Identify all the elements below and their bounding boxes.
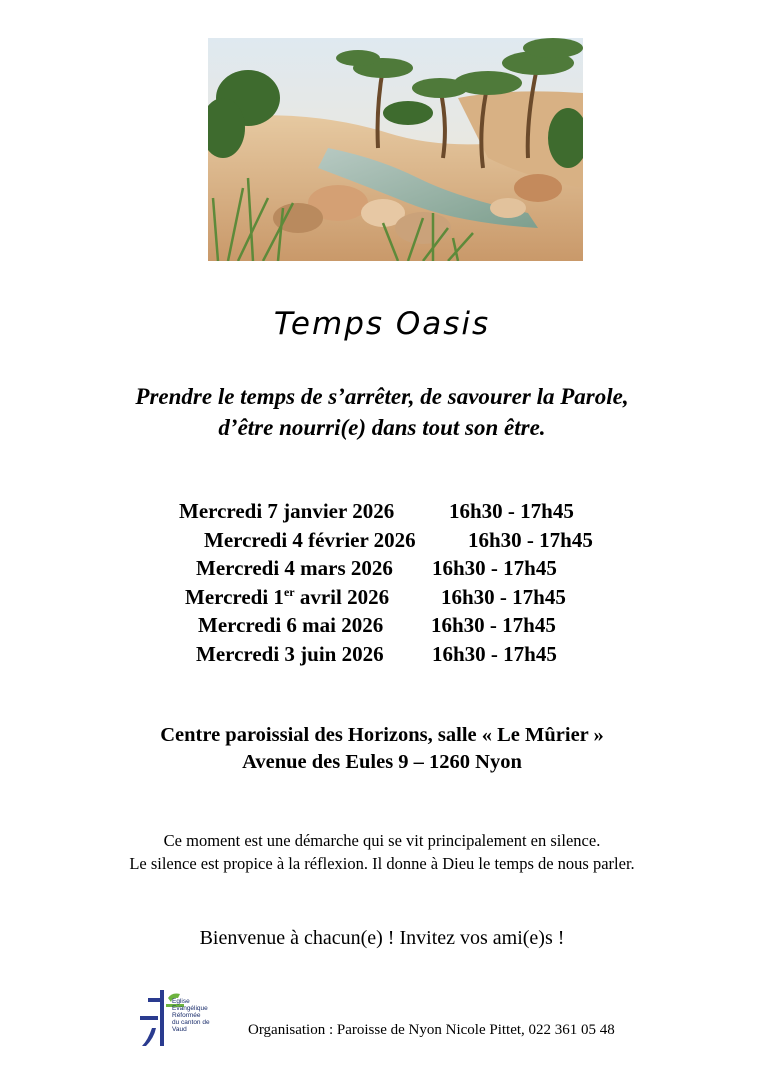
session-date: Mercredi 6 mai 2026	[198, 613, 384, 637]
logo-text-line: Vaud	[172, 1026, 187, 1033]
logo-text-line: Eglise	[172, 998, 190, 1005]
session-time: 16h30 - 17h45	[468, 527, 593, 552]
session-date: Mercredi 4 février 2026	[204, 527, 416, 552]
logo-text-line: Evangélique	[172, 1005, 208, 1012]
session-time: 16h30 - 17h45	[432, 556, 557, 580]
session-list	[0, 497, 764, 668]
session-row	[0, 554, 764, 583]
session-row	[0, 526, 764, 555]
silence-line-2: Le silence est propice à la réflexion. Il donne à Dieu le temps de nous parler.	[129, 854, 635, 873]
session-time: 16h30 - 17h45	[449, 499, 574, 523]
intro-text	[0, 381, 764, 443]
session-row	[0, 583, 764, 612]
venue-info	[0, 722, 764, 776]
session-row	[0, 497, 764, 526]
oasis-photo	[208, 38, 583, 261]
session-time: 16h30 - 17h45	[441, 584, 566, 609]
logo-text-line: Réformée	[172, 1012, 201, 1019]
page-title: Temps Oasis	[273, 306, 491, 342]
welcome-text: Bienvenue à chacun(e) ! Invitez vos ami(e)s !	[199, 927, 565, 949]
silence-line-1: Ce moment est une démarche qui se vit principalement en silence.	[163, 831, 601, 850]
session-date: Mercredi 1er avril 2026	[185, 584, 390, 609]
session-time: 16h30 - 17h45	[432, 641, 557, 666]
session-row	[0, 611, 764, 640]
session-time: 16h30 - 17h45	[431, 613, 556, 637]
intro-line-2: d’être nourri(e) dans tout son être.	[218, 415, 546, 440]
silence-note	[0, 829, 764, 875]
session-date: Mercredi 3 juin 2026	[196, 641, 384, 666]
session-row	[0, 640, 764, 669]
logo-text-line: du canton de	[172, 1019, 210, 1026]
venue-address: Avenue des Eules 9 – 1260 Nyon	[242, 751, 522, 773]
session-date: Mercredi 4 mars 2026	[196, 556, 393, 580]
intro-line-1: Prendre le temps de s’arrêter, de savourer la Parole,	[135, 384, 629, 409]
session-date: Mercredi 7 janvier 2026	[179, 499, 395, 523]
eerv-logo-text	[172, 998, 210, 1033]
venue-name: Centre paroissial des Horizons, salle « Le Mûrier »	[160, 724, 604, 746]
organisation-contact: Organisation : Paroisse de Nyon Nicole Pittet, 022 361 05 48	[248, 1022, 615, 1038]
